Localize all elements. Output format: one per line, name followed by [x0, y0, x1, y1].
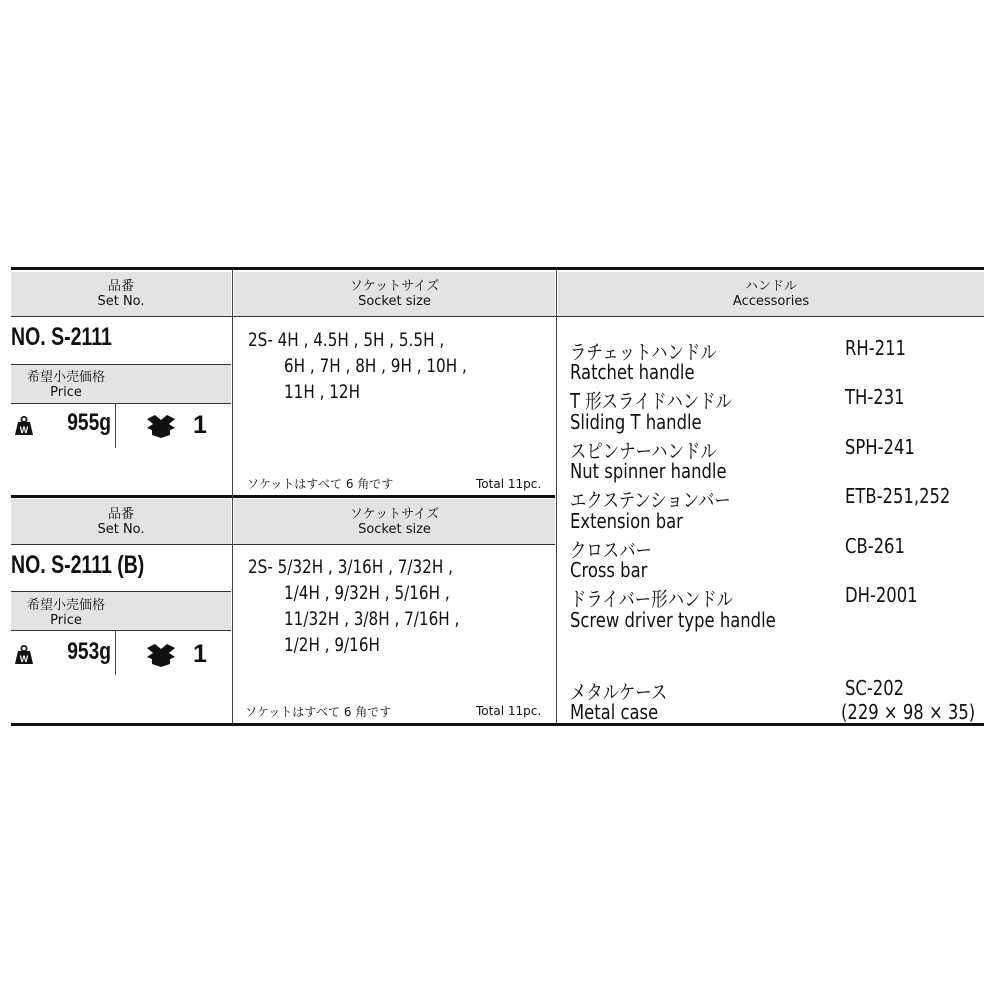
accessory-name-jp: エクステンションバー	[570, 488, 731, 512]
accessory-name-en: Extension bar	[570, 509, 683, 533]
header-rule	[11, 316, 984, 317]
price-label-jp: 希望小売価格	[26, 370, 105, 385]
socket-line: 1/4H , 9/32H , 5/16H ,	[284, 582, 450, 604]
accessory-name-en: Cross bar	[570, 558, 648, 582]
svg-text:W: W	[19, 654, 29, 664]
hex-note: ソケットはすべて 6 角です	[247, 477, 394, 491]
header-set-no-en: Set No.	[97, 294, 145, 309]
col-divider-1	[232, 270, 233, 723]
header-acc-jp: ハンドル	[744, 279, 797, 294]
price-label-en: Price	[50, 613, 82, 628]
header-socket-2	[234, 507, 555, 537]
price-label-jp: 希望小売価格	[26, 598, 105, 613]
weight-value: 953g	[67, 638, 111, 665]
top-rule	[11, 267, 984, 270]
accessory-code: TH-231	[845, 385, 905, 409]
weight-divider-2	[115, 630, 116, 675]
socket-line: 1/2H , 9/16H	[284, 634, 380, 656]
price-label-en: Price	[50, 385, 82, 400]
header-socket	[234, 279, 555, 309]
header-set-no-jp: 品番	[107, 279, 134, 294]
socket-line: 2S- 4H , 4.5H , 5H , 5.5H ,	[248, 329, 445, 351]
header-socket-jp-2: ソケットサイズ	[349, 507, 440, 522]
socket-line: 11/32H , 3/8H , 7/16H ,	[284, 608, 460, 630]
weight-icon	[14, 645, 34, 669]
accessory-code: SPH-241	[845, 435, 915, 459]
header-set-no	[11, 279, 231, 309]
weight-value: 955g	[67, 409, 111, 436]
accessory-name-en: Nut spinner handle	[570, 459, 727, 483]
accessory-code: SC-202	[845, 676, 905, 700]
accessory-name-en: Ratchet handle	[570, 360, 695, 384]
middle-rule	[11, 495, 555, 498]
header-rule-2	[11, 544, 555, 545]
accessory-name-jp: クロスバー	[570, 538, 652, 562]
svg-text:W: W	[19, 425, 29, 435]
price-label	[11, 598, 121, 628]
header-socket-en-2: Socket size	[358, 522, 431, 537]
accessory-code: DH-2001	[845, 583, 918, 607]
set-number: NO. S-2111 (B)	[11, 551, 145, 579]
accessory-code: ETB-251,252	[845, 484, 951, 508]
total-count: Total 11pc.	[476, 477, 542, 491]
set-rule-2b	[11, 630, 231, 631]
socket-line: 2S- 5/32H , 3/16H , 7/32H ,	[248, 556, 453, 578]
accessory-name-jp: ドライバー形ハンドル	[570, 587, 734, 611]
quantity: 1	[193, 640, 207, 668]
accessory-name-en: Metal case	[570, 700, 659, 724]
set-rule-1a	[11, 364, 231, 365]
spec-table	[11, 267, 984, 729]
socket-line: 11H , 12H	[284, 381, 361, 403]
header-set-no-en-2: Set No.	[97, 522, 145, 537]
header-socket-jp: ソケットサイズ	[349, 279, 440, 294]
set-rule-1b	[11, 403, 231, 404]
accessory-dimensions: (229 × 98 × 35)	[841, 700, 976, 724]
box-icon	[145, 642, 177, 672]
header-accessories	[558, 279, 984, 309]
set-rule-2a	[11, 591, 231, 592]
header-set-no-2	[11, 507, 231, 537]
hex-note: ソケットはすべて 6 角です	[245, 705, 392, 719]
weight-icon	[14, 416, 34, 440]
quantity: 1	[193, 411, 207, 439]
accessory-name-jp: メタルケース	[570, 680, 668, 704]
bottom-rule	[11, 723, 984, 726]
accessory-code: RH-211	[845, 336, 906, 360]
accessory-code: CB-261	[845, 534, 905, 558]
header-set-no-jp-2: 品番	[107, 507, 134, 522]
total-count: Total 11pc.	[476, 704, 542, 718]
socket-line: 6H , 7H , 8H , 9H , 10H ,	[284, 355, 467, 377]
accessory-name-jp: ラチェットハンドル	[570, 340, 717, 364]
weight-divider-1	[115, 403, 116, 448]
col-divider-2	[556, 270, 557, 723]
accessory-name-jp: T 形スライドハンドル	[570, 389, 733, 413]
set-number: NO. S-2111	[11, 323, 112, 351]
accessory-name-en: Screw driver type handle	[570, 608, 776, 632]
accessory-name-en: Sliding T handle	[570, 410, 702, 434]
header-socket-en: Socket size	[358, 294, 431, 309]
price-label	[11, 370, 121, 400]
header-acc-en: Accessories	[732, 294, 810, 309]
accessory-name-jp: スピンナーハンドル	[570, 439, 717, 463]
box-icon	[145, 413, 177, 443]
